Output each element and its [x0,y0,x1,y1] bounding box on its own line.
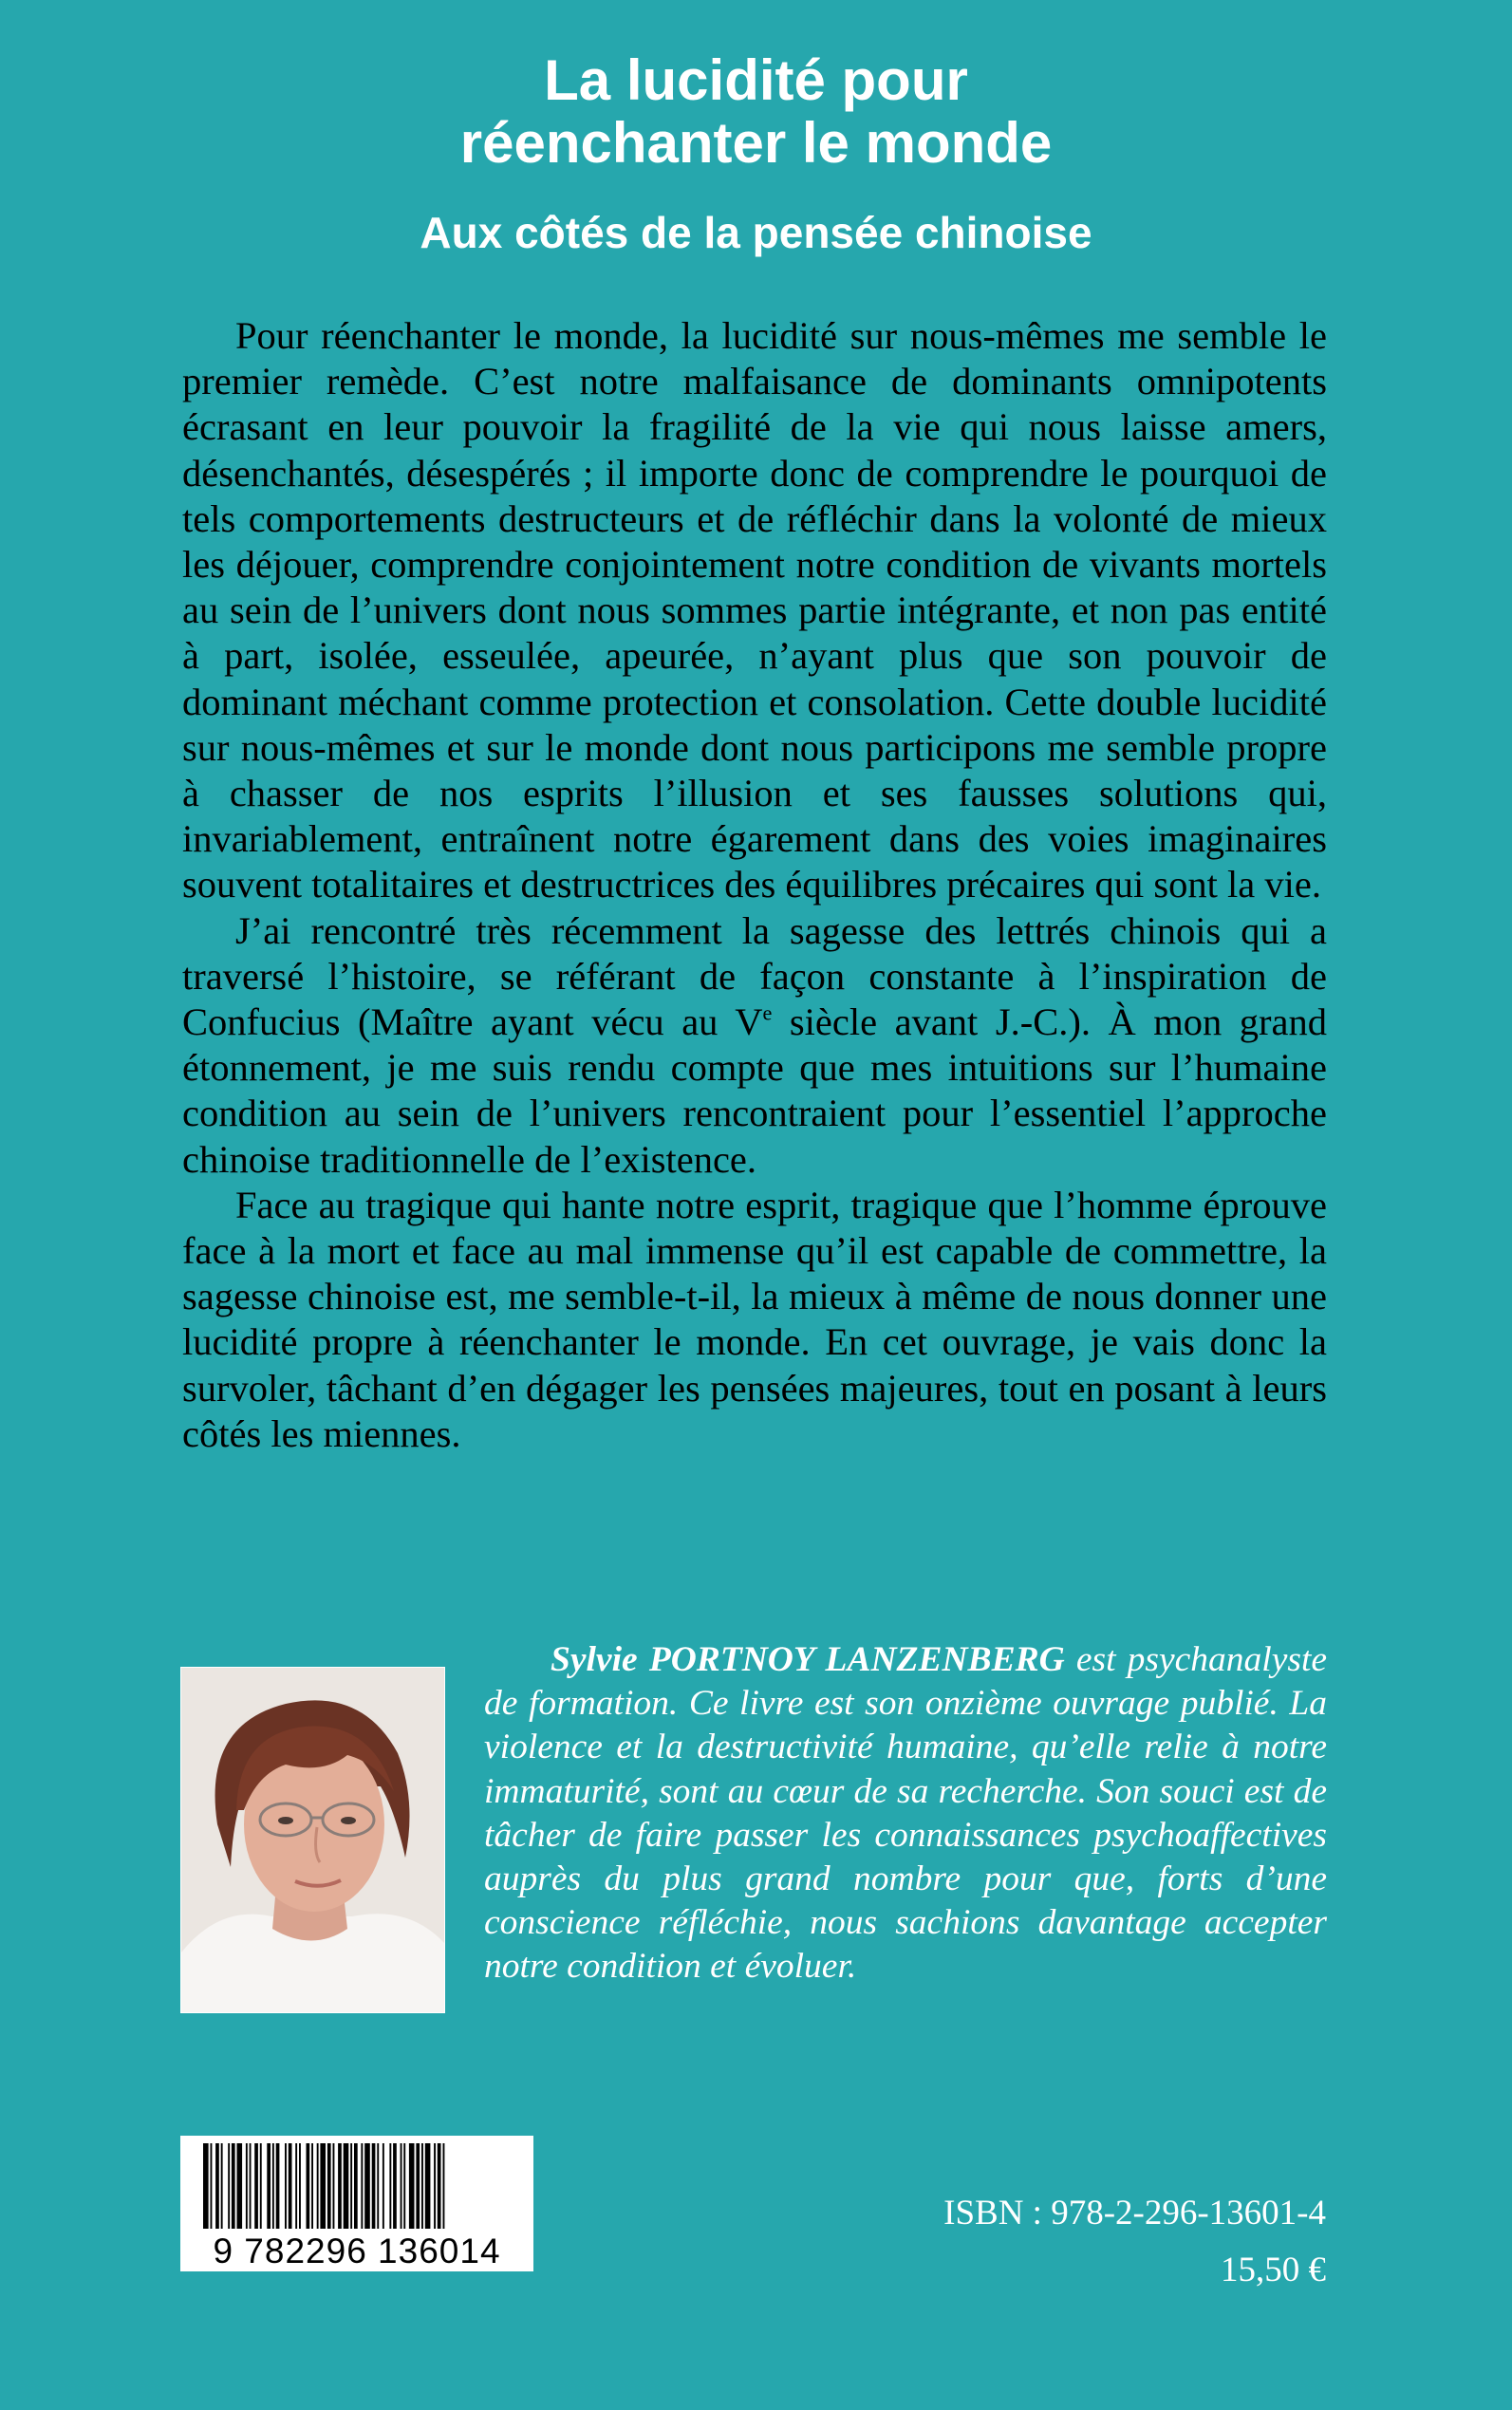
barcode-bar [350,2143,352,2229]
author-photo [180,1667,445,2013]
blurb-paragraph-2 [182,908,1327,1183]
barcode-bar [401,2143,402,2229]
barcode-bar [364,2143,370,2229]
barcode-bar [307,2143,310,2229]
blurb-text [182,313,1327,1457]
barcode-bar [377,2143,379,2229]
barcode-bar [389,2143,391,2229]
barcode-bar [289,2143,292,2229]
barcode-bar [434,2143,436,2229]
barcode-bar [393,2143,397,2229]
author-portrait-image [181,1668,444,2012]
century-superscript: e [762,1000,773,1025]
isbn-number: ISBN : 978-2-296-13601-4 [943,2194,1326,2233]
barcode-bar [203,2143,209,2229]
barcode-bar [285,2143,287,2229]
book-subtitle: Aux côtés de la pensée chinoise [420,208,1092,257]
barcode-bar [232,2143,235,2229]
barcode-bar [361,2143,363,2229]
barcode-bar [215,2143,219,2229]
barcode-bar [276,2143,280,2229]
barcode-bar [409,2143,415,2229]
barcode-bar [320,2143,326,2229]
barcode-bar [344,2143,349,2229]
blurb-paragraph-2-start: J’ai rencontré très récemment la sagesse des lettrés chinois qui a traversé l’histoire, se référant de façon constante à l’inspiration de Confucius (Maître ayant vécu au V [182,908,1327,1044]
barcode-digits: 9 782296 136014 [213,2232,501,2270]
barcode-bar [443,2143,445,2229]
barcode-bar [333,2143,335,2229]
author-first-name: Sylvie [551,1640,638,1679]
barcode-bar [299,2143,301,2229]
price: 15,50 € [1221,2251,1326,2289]
blurb-paragraph-1: Pour réenchanter le monde, la lucidité sur nous-mêmes me semble le premier remède. C’est notre malfaisance de dominants omnipotents écrasant en leur pouvoir la fragilité de la vie qui nous laisse amers, désenchantés, désespérés ; il importe donc de comprendre le pourquoi de tels comportements destructeurs et de réfléchir dans la volonté de mieux les déjouer, comprendre conjointement notre condition de vivants mortels au sein de l’univers dont nous sommes partie intégrante, et non pas entité à part, isolée, esseulée, apeurée, n’ayant plus que son pouvoir de dominant méchant comme protection et consolation. Cette double lucidité sur nous-mêmes et sur le monde dont nous participons me semble propre à chasser de nos esprits l’illusion et ses fausses solutions qui, invariablement, entraînent notre égarement dans des voies imaginaires souvent totalitaires et destructrices des équilibres précaires qui sont la vie. [182,314,1327,906]
barcode-bar [260,2143,262,2229]
barcode-bar [383,2143,384,2229]
author-bio-text: est psychanalyste de formation. Ce livre est son onzième ouvrage publié. La violence et la destructivité humaine, qu’elle relie à notre immaturité, sont au cœur de sa recherche. Son souci est de tâcher de faire passer les connaissances psychoaffectives auprès du plus grand nombre pour que, forts d’une conscience réfléchie, nous sachions davantage accepter notre condition et évoluer. [484,1640,1328,1987]
barcode-bar [416,2143,420,2229]
barcode-bar [246,2143,248,2229]
barcode-bars [180,2136,533,2231]
barcode-bar [354,2143,358,2229]
barcode-bar [254,2143,258,2229]
barcode-bar [211,2143,213,2229]
barcode-bar [438,2143,441,2229]
barcode-bar [372,2143,376,2229]
barcode-bar [327,2143,331,2229]
author-bio-paragraph [484,1638,1327,1990]
barcode-bar [267,2143,271,2229]
barcode-bar [221,2143,223,2229]
barcode-bar [311,2143,313,2229]
barcode-bar [250,2143,252,2229]
barcode-bar [403,2143,405,2229]
book-title-line-1: La lucidité pour [544,48,968,112]
barcode [180,2136,533,2271]
author-bio [484,1638,1327,1990]
barcode-bar [317,2143,319,2229]
author-last-name: PORTNOY LANZENBERG [648,1640,1065,1679]
barcode-bar [237,2143,243,2229]
barcode-bar [425,2143,431,2229]
barcode-bar [272,2143,274,2229]
barcode-bar [421,2143,423,2229]
blurb-paragraph-3: Face au tragique qui hante notre esprit, tragique que l’homme éprouve face à la mort et face au mal immense qu’il est capable de commettre, la sagesse chinoise est, me semble-t-il, la mieux à même de nous donner une lucidité propre à réenchanter le monde. En cet ouvrage, je vais donc la survoler, tâchant d’en dégager les pensées majeures, tout en posant à leurs côtés les miennes. [182,1183,1327,1455]
barcode-bar [338,2143,342,2229]
barcode-bar [228,2143,230,2229]
book-title-line-2: réenchanter le monde [459,111,1053,175]
barcode-bar [295,2143,297,2229]
blurb-paragraph-2-end: siècle avant J.-C.). À mon grand étonnement, je me suis rendu compte que mes intuitions sur l’humaine condition au sein de l’univers rencontraient pour l’essentiel l’approche chinoise traditionnelle de l’existence. [182,1000,1328,1181]
